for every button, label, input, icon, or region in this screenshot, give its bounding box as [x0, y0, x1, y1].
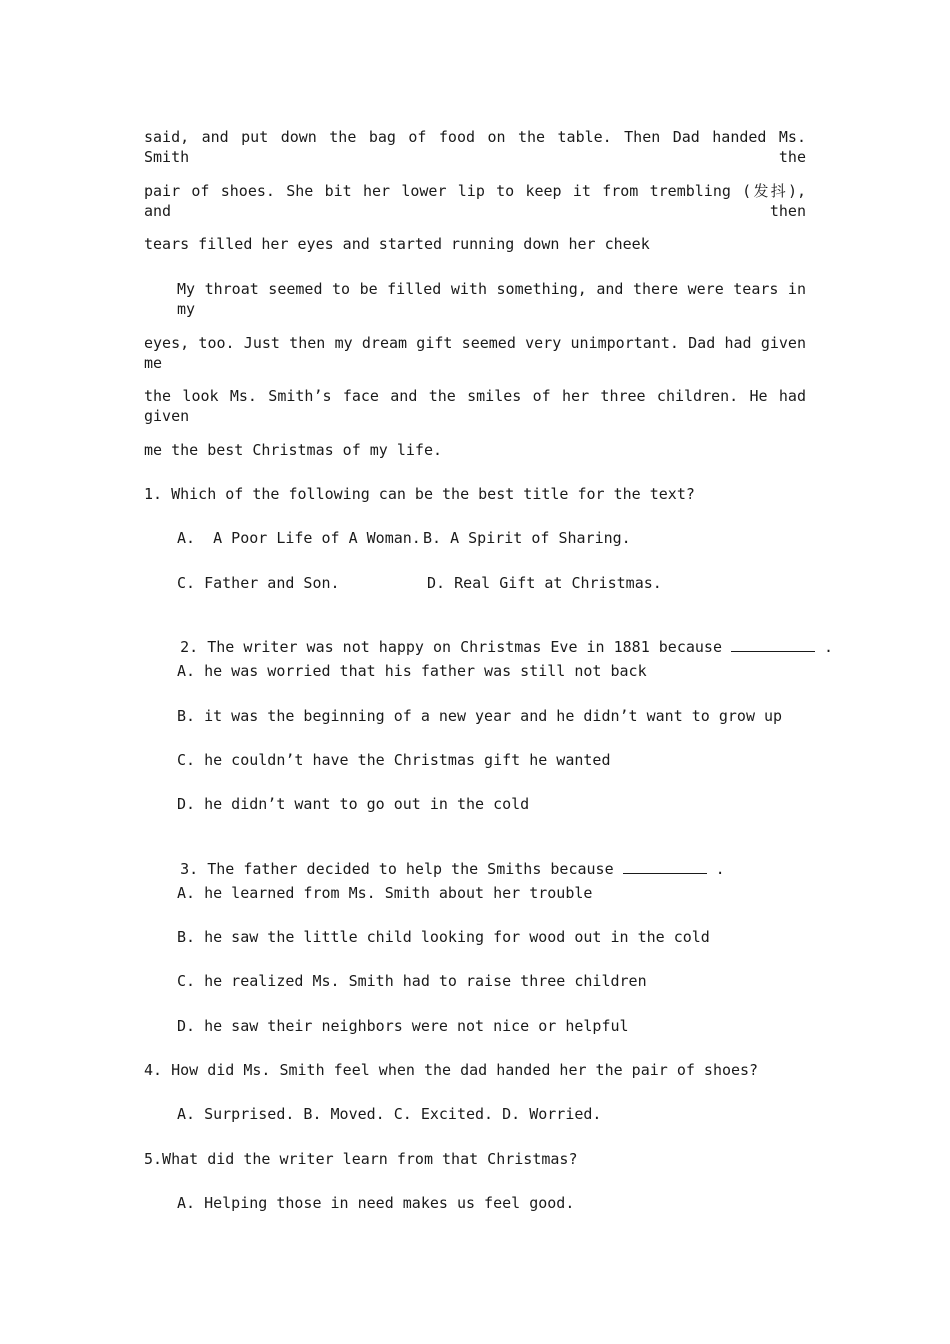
option-d: D. he saw their neighbors were not nice or helpful	[177, 1017, 629, 1035]
passage-line: the look Ms. Smith’s face and the smiles of her three children. He had given	[144, 387, 806, 425]
option-c: C. he realized Ms. Smith had to raise three children	[177, 972, 647, 990]
question-stem	[144, 617, 834, 656]
answer-blank	[731, 637, 815, 652]
option-a: A. A Poor Life of A Woman.	[177, 529, 421, 547]
options-line: A. Surprised. B. Moved. C. Excited. D. Worried.	[177, 1105, 602, 1123]
stem-text: 2. The writer was not happy on Christmas Eve in 1881 because	[180, 638, 722, 656]
option-b: B. it was the beginning of a new year and he didn’t want to grow up	[177, 707, 783, 725]
stem-end: .	[715, 860, 725, 878]
passage-line: tears filled her eyes and started running down her cheek	[144, 235, 650, 253]
question-stem	[144, 839, 725, 878]
stem-text: 3. The father decided to help the Smiths because	[180, 860, 614, 878]
option-a: A. he was worried that his father was still not back	[177, 662, 647, 680]
option-a: A. he learned from Ms. Smith about her trouble	[177, 884, 593, 902]
option-c: C. he couldn’t have the Christmas gift he wanted	[177, 751, 611, 769]
passage-line: eyes, too. Just then my dream gift seemed very unimportant. Dad had given me	[144, 334, 806, 372]
stem-end: .	[824, 638, 834, 656]
option-c: C. Father and Son.	[177, 574, 340, 592]
option-b: B. A Spirit of Sharing.	[423, 529, 631, 547]
option-b: B. he saw the little child looking for wood out in the cold	[177, 928, 710, 946]
answer-blank	[623, 859, 707, 874]
question-stem: 5.What did the writer learn from that Christmas?	[144, 1150, 578, 1168]
option-a: A. Helping those in need makes us feel good.	[177, 1194, 575, 1212]
option-d: D. Real Gift at Christmas.	[427, 574, 662, 592]
option-d: D. he didn’t want to go out in the cold	[177, 795, 530, 813]
passage-line: pair of shoes. She bit her lower lip to keep it from trembling (发抖), and then	[144, 182, 806, 220]
question-stem: 1. Which of the following can be the best title for the text?	[144, 485, 695, 503]
passage-line: My throat seemed to be filled with something, and there were tears in my	[177, 280, 806, 318]
question-stem: 4. How did Ms. Smith feel when the dad handed her the pair of shoes?	[144, 1061, 759, 1079]
passage-line: said, and put down the bag of food on the table. Then Dad handed Ms. Smith the	[144, 128, 806, 166]
passage-line: me the best Christmas of my life.	[144, 441, 443, 459]
